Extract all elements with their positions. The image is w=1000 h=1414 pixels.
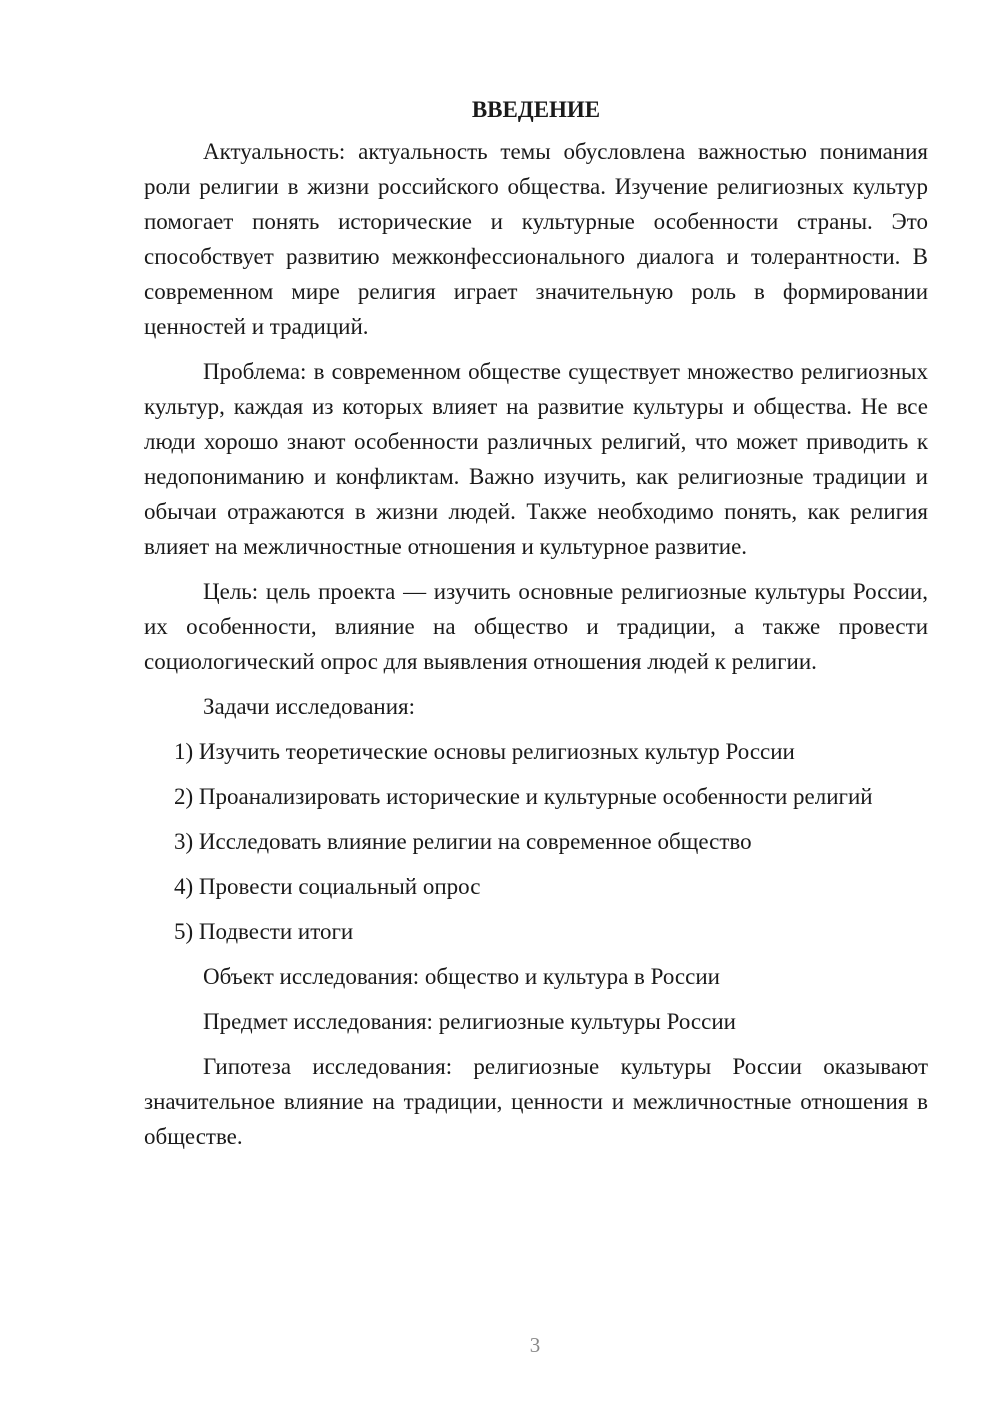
page-content — [144, 92, 928, 1154]
tasks-heading: Задачи исследования: — [203, 694, 416, 719]
paragraph-subject: Предмет исследования: религиозные культуры России — [203, 1009, 736, 1034]
page-title: ВВЕДЕНИЕ — [471, 97, 601, 122]
paragraph-relevance: Актуальность: актуальность темы обусловлена важностью понимания роли религии в жизни российского общества. Изучение религиозных культур помогает понять исторические и культурные особенности страны. Это способствует развитию межконфессионального диалога и толерантности. В современном мире религия играет значительную роль в формировании ценностей и традиций. — [144, 139, 928, 339]
task-item: 3) Исследовать влияние религии на современное общество — [174, 829, 752, 854]
paragraph-goal: Цель: цель проекта — изучить основные религиозные культуры России, их особенности, влияние на общество и традиции, а также провести социологический опрос для выявления отношения людей к религии. — [144, 579, 928, 674]
page-number: 3 — [529, 1333, 541, 1357]
task-item: 2) Проанализировать исторические и культурные особенности религий — [174, 784, 873, 809]
paragraph-hypothesis: Гипотеза исследования: религиозные культуры России оказывают значительное влияние на традиции, ценности и межличностные отношения в обществе. — [144, 1054, 928, 1149]
task-item: 1) Изучить теоретические основы религиозных культур России — [174, 739, 795, 764]
paragraph-problem: Проблема: в современном обществе существует множество религиозных культур, каждая из которых влияет на развитие культуры и общества. Не все люди хорошо знают особенности различных религий, что может приводить к недопониманию и конфликтам. Важно изучить, как религиозные традиции и обычаи отражаются в жизни людей. Также необходимо понять, как религия влияет на межличностные отношения и культурное развитие. — [144, 359, 928, 559]
task-item: 5) Подвести итоги — [174, 919, 354, 944]
task-item: 4) Провести социальный опрос — [174, 874, 481, 899]
paragraph-object: Объект исследования: общество и культура в России — [203, 964, 720, 989]
